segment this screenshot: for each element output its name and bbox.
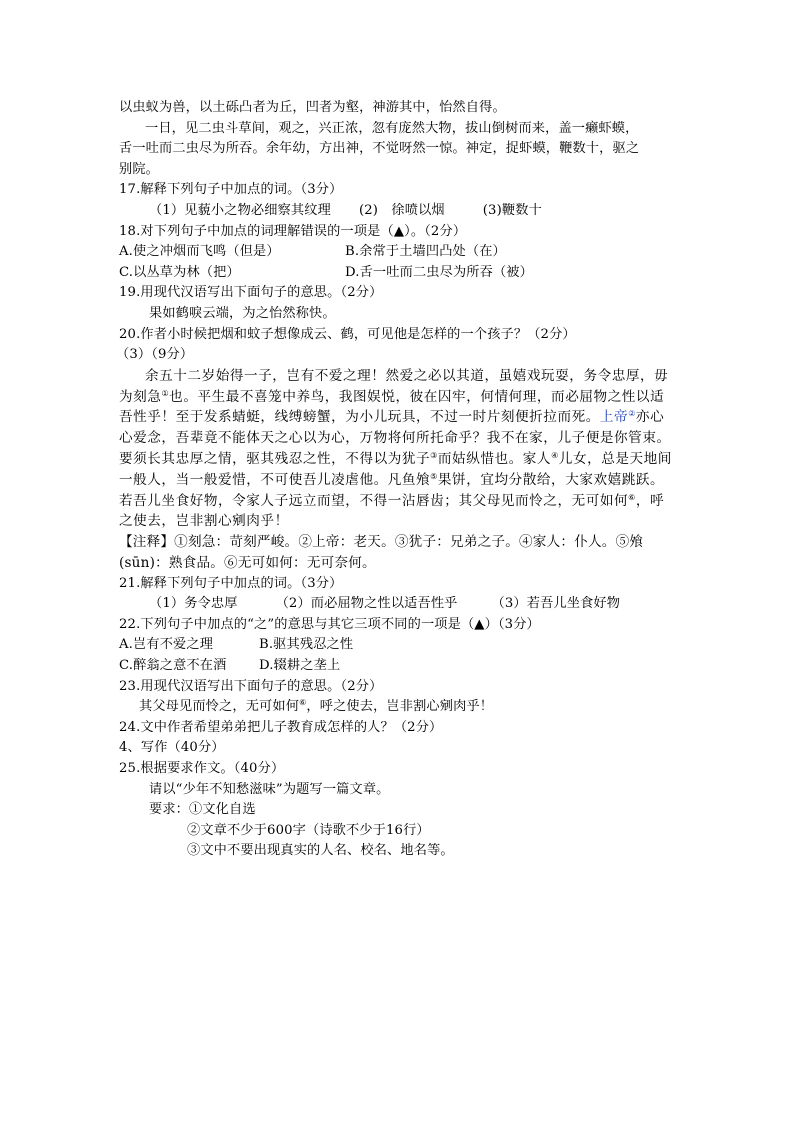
passage2-line8: 之使去，岂非割心剜肉乎！ [119, 513, 289, 530]
passage2-text: 儿女，总是天地间 [558, 450, 672, 467]
question-25-stem: 25.根据要求作文。（40分） [119, 761, 285, 777]
highlighted-word: 上帝 [599, 409, 629, 426]
passage2-text: 若吾儿坐食好物，令家人子远立而望，不得一沾唇齿；其父母见而怜之，无可如何 [119, 492, 629, 509]
question-22-option-c: C.醉翁之意不在酒 [119, 658, 227, 674]
question-21-item-1: （1）务令忠厚 [149, 596, 238, 612]
question-18-option-c: C.以丛草为林（把） [119, 264, 240, 280]
passage2-line1: 余五十二岁始得一子，岂有不爱之理！然爱之必以其道，虽嬉戏玩耍，务令忠厚，毋 [145, 367, 669, 384]
question-22-stem: 22.下列句子中加点的“之”的意思与其它三项不同的一项是（▲）（3分） [119, 616, 540, 632]
footnote-marker: ⑥ [628, 492, 636, 502]
question-22-option-a: A.岂有不爱之理 [119, 637, 214, 653]
question-25-requirement-2: ②文章不少于600字（诗歌不少于16行） [187, 822, 430, 838]
footnote-marker: ② [628, 409, 636, 419]
question-21-items [119, 594, 679, 615]
footnote-marker: ⑥ [299, 698, 307, 708]
question-22-row-ab [119, 635, 679, 656]
question-18-option-a: A.使之冲烟而飞鸣（但是） [119, 244, 280, 260]
passage2-line6 [119, 470, 679, 491]
question-22-row-cd [119, 656, 679, 677]
question-21-item-2: （2）而必屈物之性以适吾性乎 [275, 596, 458, 612]
question-18-option-d: D.舌一吐而二虫尽为所吞（被） [345, 264, 533, 280]
passage2-text: 为刻急 [119, 388, 162, 405]
question-21-stem: 21.解释下列句子中加点的词。（3分） [119, 575, 343, 591]
passage2-text: 亦心 [635, 409, 665, 426]
question-20-stem: 20.作者小时候把烟和蚊子想像成云、鹤，可见他是怎样的一个孩子？（2分） [119, 326, 576, 342]
passage1-line4: 别院。 [119, 161, 160, 177]
footnote-marker: ⑤ [430, 471, 438, 481]
question-19-sentence: 果如鹤唳云端，为之怡然称快。 [149, 305, 336, 321]
question-21-item-3: （3）若吾儿坐食好物 [491, 596, 621, 612]
question-19-stem: 19.用现代汉语写出下面句子的意思。（2分） [119, 285, 383, 301]
passage2-text: 也。平生最不喜笼中养鸟，我图娱悦，彼在囚牢，何情何理，而必屈物之性以适 [169, 388, 665, 405]
passage2-text: ，呼 [635, 492, 665, 509]
passage2-text: 吾性乎！至于发系蜻蜓，线缚螃蟹，为小儿玩具，不过一时片刻便折拉而死。 [119, 409, 600, 426]
passage2-text: 而姑纵惜也。家人 [437, 450, 552, 467]
notes-line1: 【注释】①刻急：苛刻严峻。②上帝：老天。③犹子：兄弟之子。④家人：仆人。⑤飧 [119, 534, 644, 551]
question-25-prompt: 请以“少年不知愁滋味”为题写一篇文章。 [149, 781, 390, 797]
passage1-line1: 以虫蚁为兽，以土砾凸者为丘，凹者为壑，神游其中，怡然自得。 [119, 100, 506, 115]
question-17-item-1: （1）见藐小之物必细察其纹理 [149, 202, 331, 218]
question-18-row-cd [119, 263, 679, 284]
notes-line2: (sūn)：熟食品。⑥无可如何：无可奈何。 [119, 554, 376, 571]
question-17-item-2: (2) 徐喷以烟 [358, 202, 445, 218]
question-23-sentence [119, 697, 679, 718]
footnote-marker: ① [161, 388, 170, 398]
passage2-line2 [119, 387, 679, 408]
passage2-line4: 心爱念，吾辈竟不能体天之心以为心，万物将何所托命乎？我不在家，儿子便是你管束。 [119, 430, 671, 447]
question-18-stem: 18.对下列句子中加点的词理解错误的一项是（▲）。（2分） [119, 223, 467, 239]
document-page [116, 98, 679, 862]
question-25-requirement-3: ③文中不要出现真实的人名、校名、地名等。 [187, 843, 454, 859]
question-23-stem: 23.用现代汉语写出下面句子的意思。（2分） [119, 678, 383, 694]
footnote-marker: ④ [551, 450, 559, 460]
question-18-option-b: B.余常于土墙凹凸处（在） [345, 244, 506, 260]
passage2-line3 [119, 407, 679, 428]
section-4-heading: 4、写作（40分） [119, 740, 225, 756]
passage2-line5 [119, 449, 679, 470]
question-17-item-3: (3)鞭数十 [482, 202, 542, 218]
question-23-text: ，呼之使去，岂非割心剜肉乎！ [306, 699, 494, 715]
question-25-requirement-1: 要求：①文化自选 [149, 802, 256, 818]
question-24-stem: 24.文中作者希望弟弟把儿子教育成怎样的人？（2分） [119, 719, 443, 735]
question-23-text: 其父母见而怜之，无可如何 [139, 699, 300, 715]
passage1-line3: 舌一吐而二虫尽为所吞。余年幼，方出神，不觉呀然一惊。神定，捉虾蟆，鞭数十，驱之 [119, 141, 640, 157]
question-22-option-d: D.辍耕之垄上 [259, 658, 341, 674]
question-18-row-ab [119, 242, 679, 263]
passage2-line7 [119, 491, 679, 512]
question-17-stem: 17.解释下列句子中加点的词。（3分） [119, 182, 343, 198]
passage2-text: 果饼，宜均分散给，大家欢嬉跳跃。 [437, 471, 665, 488]
footnote-marker: ③ [430, 450, 438, 460]
question-22-option-b: B.驱其残忍之性 [259, 637, 354, 653]
passage2-text: 要须长其忠厚之情，驱其残忍之性，不得以为犹子 [119, 450, 431, 467]
question-17-items [119, 201, 679, 222]
section-3-heading: （3）（9分） [116, 347, 194, 363]
passage1-line2: 一日，见二虫斗草间，观之，兴正浓，忽有庞然大物，拔山倒树而来，盖一癞虾蟆， [145, 120, 639, 136]
passage2-text: 一般人，当一般爱惜，不可使吾儿凌虐他。凡鱼飧 [119, 471, 431, 488]
